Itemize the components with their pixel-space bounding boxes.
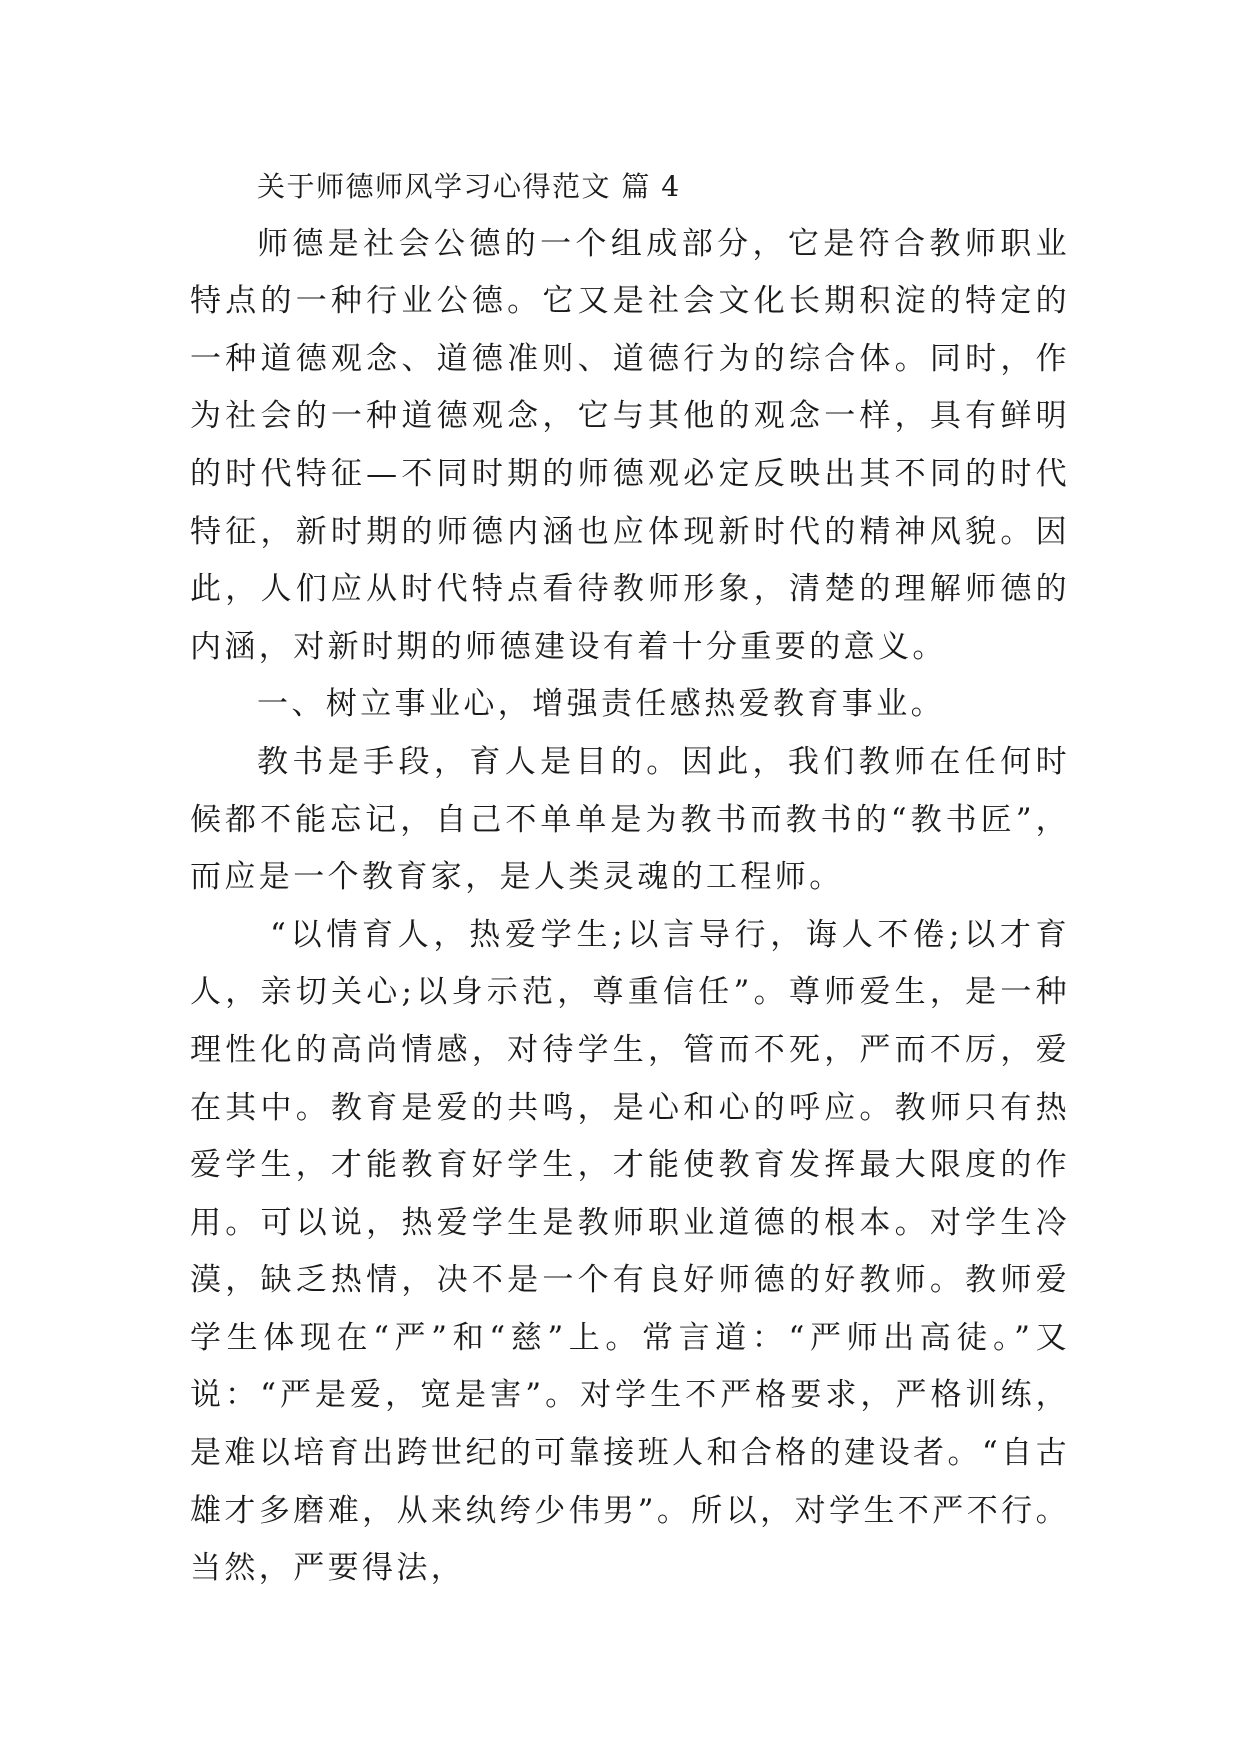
paragraph-love-students: “以情育人，热爱学生;以言导行，诲人不倦;以才育人，亲切关心;以身示范，尊重信任”。尊师爱生，是一种理性化的高尚情感，对待学生，管而不死，严而不厉，爱在其中。教育是爱的共鸣，是心和心的呼应。教师只有热爱学生，才能教育好学生，才能使教育发挥最大限度的作用。可以说，热爱学生是教师职业道德的根本。对学生冷漠，缺乏热情，决不是一个有良好师德的好教师。教师爱学生体现在“严”和“慈”上。常言道：“严师出高徒。”又说：“严是爱，宽是害”。对学生不严格要求，严格训练，是难以培育出跨世纪的可靠接班人和合格的建设者。“自古雄才多磨难，从来纨绔少伟男”。所以，对学生不严不行。当然，严要得法， xyxy=(190,916,1070,1587)
document-body xyxy=(190,158,1070,1598)
section-heading-career-dedication: 一、树立事业心，增强责任感热爱教育事业。 xyxy=(257,686,945,723)
document-title: 关于师德师风学习心得范文 篇 4 xyxy=(257,170,681,203)
paragraph-teacher-ethics-definition: 师德是社会公德的一个组成部分，它是符合教师职业特点的一种行业公德。它又是社会文化长期积淀的特定的一种道德观念、道德准则、道德行为的综合体。同时，作为社会的一种道德观念，它与其他的观念一样，具有鲜明的时代特征—不同时期的师德观必定反映出其不同的时代特征，新时期的师德内涵也应体现新时代的精神风貌。因此，人们应从时代特点看待教师形象，清楚的理解师德的内涵，对新时期的师德建设有着十分重要的意义。 xyxy=(190,225,1070,665)
paragraph-teaching-purpose: 教书是手段，育人是目的。因此，我们教师在任何时候都不能忘记，自己不单单是为教书而教书的“教书匠”，而应是一个教育家，是人类灵魂的工程师。 xyxy=(190,743,1070,896)
